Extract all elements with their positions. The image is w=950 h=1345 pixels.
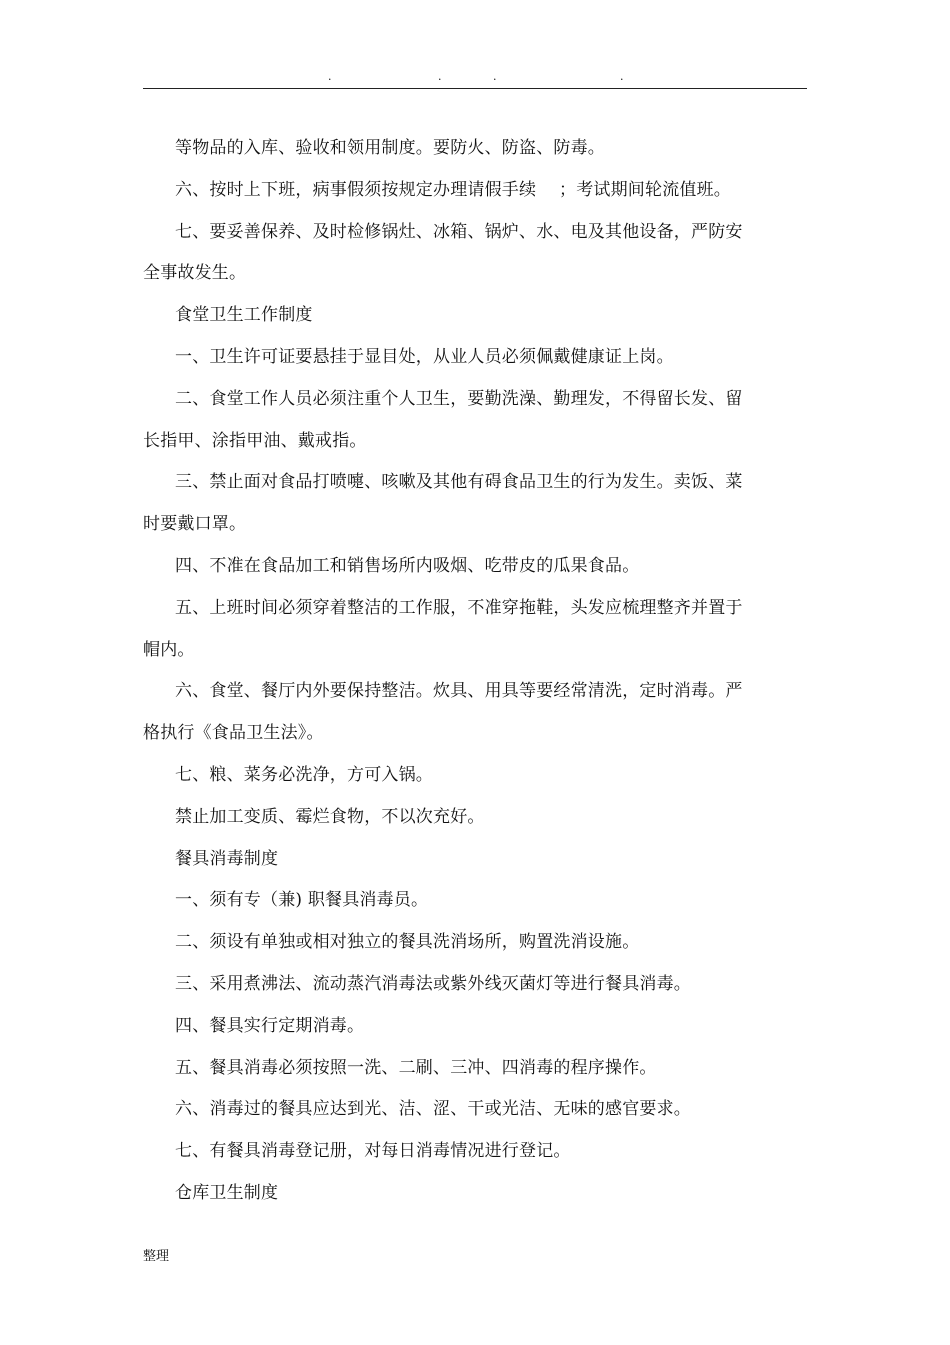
paragraph-line: 四、不准在食品加工和销售场所内吸烟、吃带皮的瓜果食品。 xyxy=(175,555,640,576)
paragraph-line: 七、有餐具消毒登记册，对每日消毒情况进行登记。 xyxy=(175,1141,571,1162)
page-header xyxy=(0,70,950,86)
paragraph-line: 格执行《食品卫生法》。 xyxy=(143,723,324,744)
paragraph-line: 五、上班时间必须穿着整洁的工作服，不准穿拖鞋，头发应梳理整齐并置于 xyxy=(175,597,743,618)
header-dot: . xyxy=(328,70,332,83)
document-body xyxy=(143,128,768,1215)
header-rule xyxy=(143,88,807,89)
paragraph-line: 二、食堂工作人员必须注重个人卫生，要勤洗澡、勤理发，不得留长发、留 xyxy=(175,388,743,409)
section-heading: 餐具消毒制度 xyxy=(175,848,279,869)
paragraph-line: 六、按时上下班，病事假须按规定办理请假手续 ；考试期间轮流值班。 xyxy=(175,179,732,200)
paragraph-line: 一、须有专（兼) 职餐具消毒员。 xyxy=(175,890,429,911)
section-heading: 食堂卫生工作制度 xyxy=(175,305,313,326)
header-dot: . xyxy=(438,70,442,83)
paragraph-line: 三、采用煮沸法、流动蒸汽消毒法或紫外线灭菌灯等进行餐具消毒。 xyxy=(175,973,691,994)
header-dot: . xyxy=(620,70,624,83)
header-dot: . xyxy=(493,70,497,83)
paragraph-line: 四、餐具实行定期消毒。 xyxy=(175,1015,365,1036)
page-footer-label: 整理 xyxy=(143,1249,170,1264)
paragraph-line: 六、食堂、餐厅内外要保持整洁。炊具、用具等要经常清洗，定时消毒。严 xyxy=(175,681,743,702)
section-heading: 仓库卫生制度 xyxy=(175,1182,279,1203)
paragraph-line: 五、餐具消毒必须按照一洗、二刷、三冲、四消毒的程序操作。 xyxy=(175,1057,657,1078)
paragraph-line: 时要戴口罩。 xyxy=(143,514,247,535)
paragraph-line: 二、须设有单独或相对独立的餐具洗消场所，购置洗消设施。 xyxy=(175,932,640,953)
paragraph-line: 七、要妥善保养、及时检修锅灶、冰箱、锅炉、水、电及其他设备，严防安 xyxy=(175,221,743,242)
paragraph-line: 三、禁止面对食品打喷嚏、咳嗽及其他有碍食品卫生的行为发生。卖饭、菜 xyxy=(175,472,743,493)
paragraph-line: 六、消毒过的餐具应达到光、洁、涩、干或光洁、无味的感官要求。 xyxy=(175,1099,691,1120)
paragraph-line: 七、粮、菜务必洗净，方可入锅。 xyxy=(175,764,433,785)
paragraph-line: 全事故发生。 xyxy=(143,263,247,284)
paragraph-line: 一、卫生许可证要悬挂于显目处，从业人员必须佩戴健康证上岗。 xyxy=(175,346,674,367)
paragraph-line: 帽内。 xyxy=(143,639,195,660)
paragraph-line: 长指甲、涂指甲油、戴戒指。 xyxy=(143,430,367,451)
paragraph-line: 禁止加工变质、霉烂食物，不以次充好。 xyxy=(175,806,485,827)
paragraph-line: 等物品的入库、验收和领用制度。要防火、防盗、防毒。 xyxy=(175,138,605,158)
